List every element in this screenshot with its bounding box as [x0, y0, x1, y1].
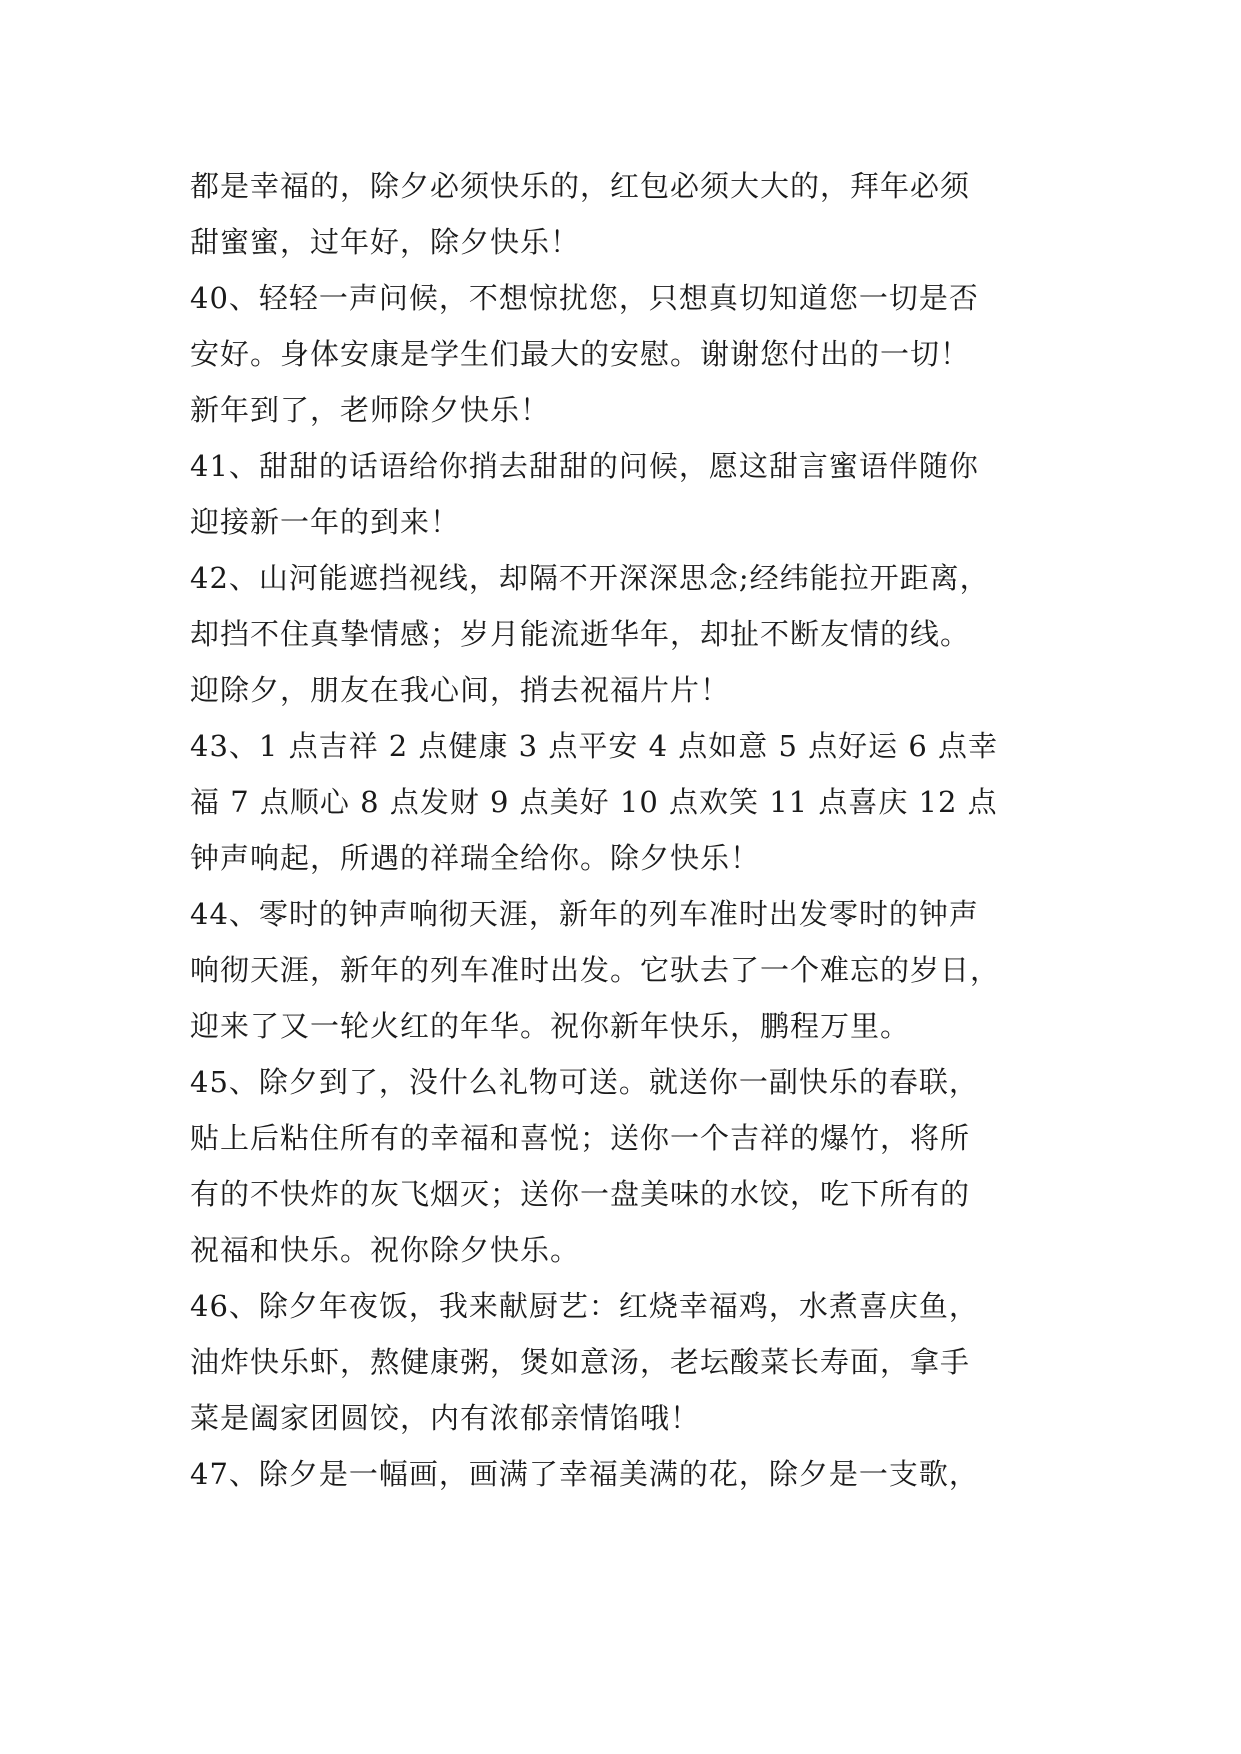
text-line: 却挡不住真挚情感；岁月能流逝华年，却扯不断友情的线。: [190, 617, 971, 651]
text-line: 迎接新一年的到来！: [190, 505, 461, 539]
text-line: 46、除夕年夜饭，我来献厨艺：红烧幸福鸡，水煮喜庆鱼，: [190, 1289, 979, 1323]
text-line: 新年到了，老师除夕快乐！: [190, 393, 551, 427]
text-line: 47、除夕是一幅画，画满了幸福美满的花，除夕是一支歌，: [190, 1457, 979, 1491]
text-line: 菜是阖家团圆饺，内有浓郁亲情馅哦！: [190, 1401, 701, 1435]
text-line: 42、山河能遮挡视线，却隔不开深深思念;经纬能拉开距离，: [190, 561, 990, 595]
text-line: 有的不快炸的灰飞烟灭；送你一盘美味的水饺，吃下所有的: [190, 1177, 971, 1211]
text-line: 41、甜甜的话语给你捎去甜甜的问候，愿这甜言蜜语伴随你: [190, 449, 979, 483]
text-line: 迎除夕，朋友在我心间，捎去祝福片片！: [190, 673, 731, 707]
text-line: 响彻天涯，新年的列车准时出发。它驮去了一个难忘的岁日，: [190, 953, 1001, 987]
text-line: 43、1 点吉祥 2 点健康 3 点平安 4 点如意 5 点好运 6 点幸: [190, 729, 999, 763]
text-line: 45、除夕到了，没什么礼物可送。就送你一副快乐的春联，: [190, 1065, 979, 1099]
text-line: 44、零时的钟声响彻天涯，新年的列车准时出发零时的钟声: [190, 897, 979, 931]
document-body: [190, 158, 1090, 1502]
text-line: 祝福和快乐。祝你除夕快乐。: [190, 1233, 581, 1267]
text-line: 都是幸福的，除夕必须快乐的，红包必须大大的，拜年必须: [190, 169, 971, 203]
text-line: 福 7 点顺心 8 点发财 9 点美好 10 点欢笑 11 点喜庆 12 点: [190, 785, 998, 819]
text-line: 贴上后粘住所有的幸福和喜悦；送你一个吉祥的爆竹，将所: [190, 1121, 971, 1155]
text-line: 油炸快乐虾，熬健康粥，煲如意汤，老坛酸菜长寿面，拿手: [190, 1345, 971, 1379]
text-line: 钟声响起，所遇的祥瑞全给你。除夕快乐！: [190, 841, 761, 875]
text-line: 迎来了又一轮火红的年华。祝你新年快乐，鹏程万里。: [190, 1009, 911, 1043]
text-line: 安好。身体安康是学生们最大的安慰。谢谢您付出的一切！: [190, 337, 971, 371]
text-line: 40、轻轻一声问候，不想惊扰您，只想真切知道您一切是否: [190, 281, 979, 315]
text-line: 甜蜜蜜，过年好，除夕快乐！: [190, 225, 581, 259]
